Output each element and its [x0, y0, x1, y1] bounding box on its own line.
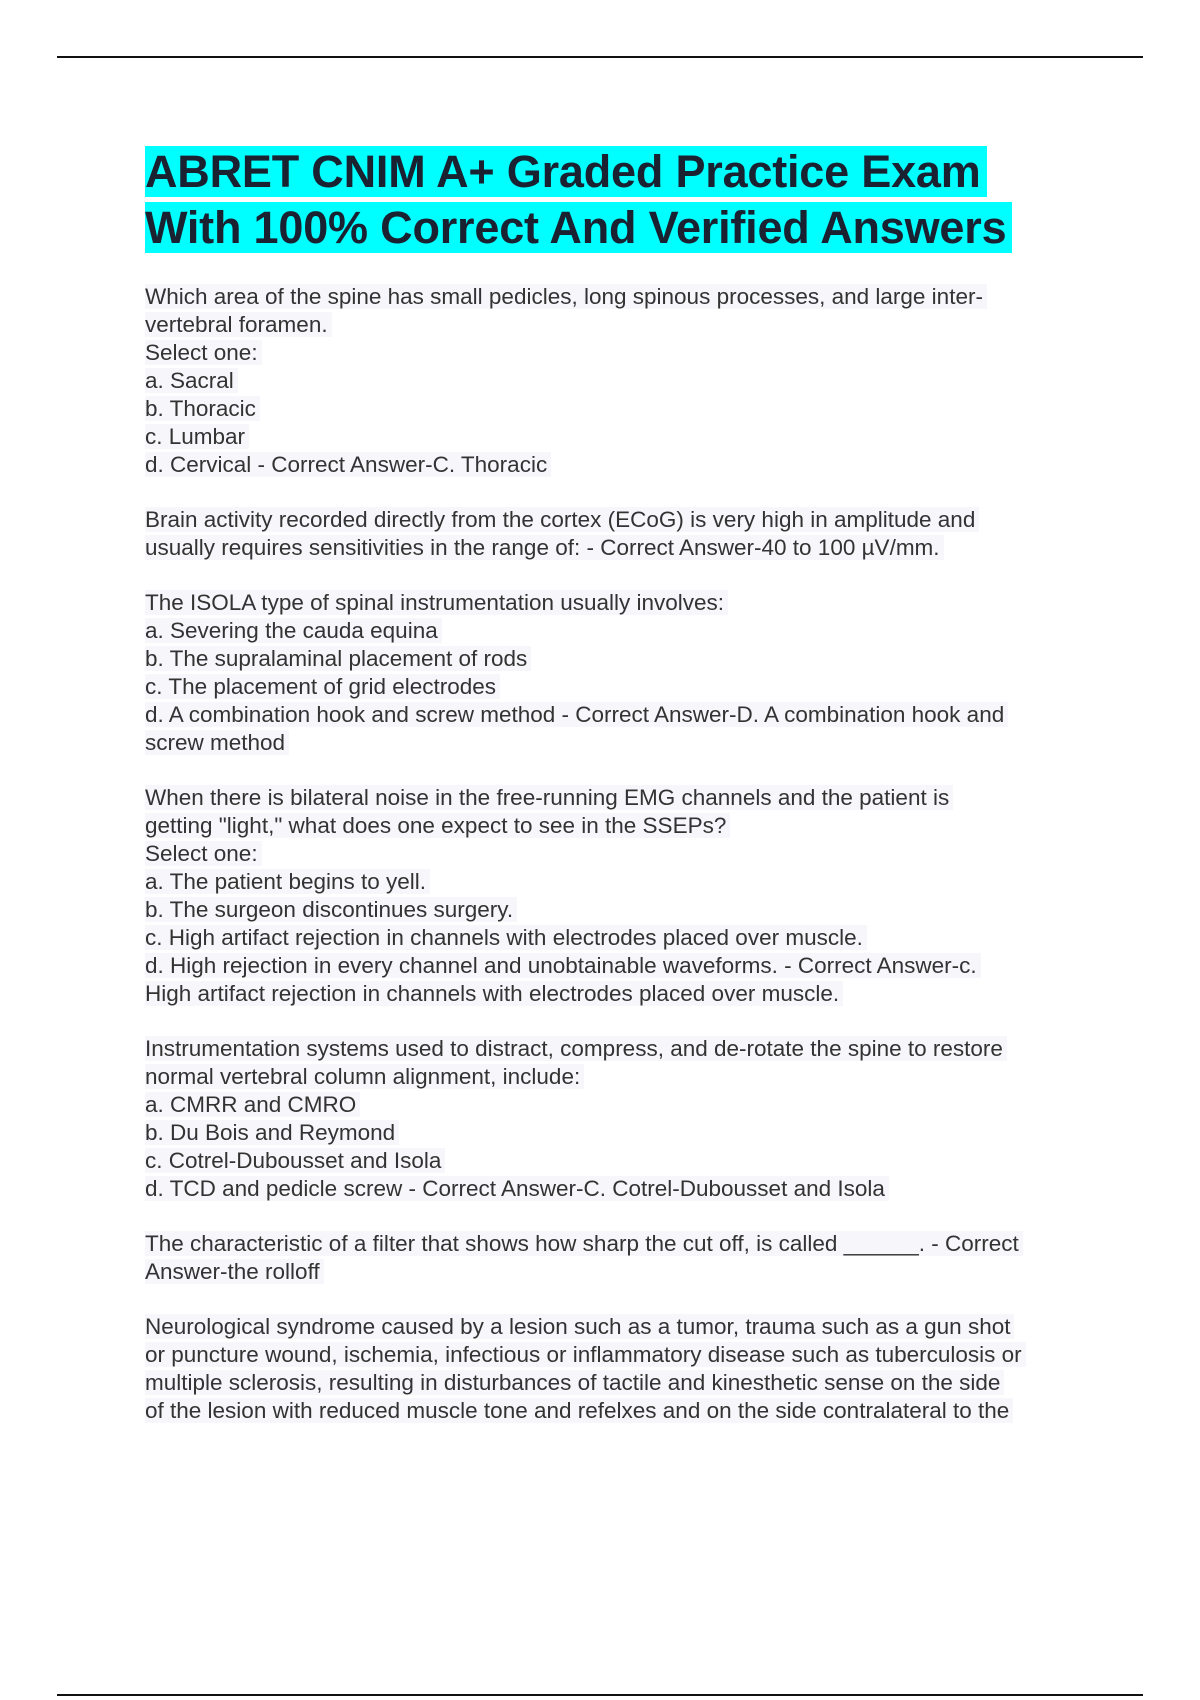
question-text-line: The ISOLA type of spinal instrumentation usually involves: — [145, 589, 1090, 617]
question-text-line: usually requires sensitivities in the range of: - Correct Answer-40 to 100 µV/mm. — [145, 534, 1090, 562]
answer-option: d. A combination hook and screw method - Correct Answer-D. A combination hook and — [145, 701, 1090, 729]
answer-option: a. The patient begins to yell. — [145, 868, 1090, 896]
question-text-line: Instrumentation systems used to distract, compress, and de-rotate the spine to restore — [145, 1035, 1090, 1063]
answer-option: High artifact rejection in channels with electrodes placed over muscle. — [145, 980, 1090, 1008]
answer-option: a. Sacral — [145, 367, 1090, 395]
page-top-rule — [57, 56, 1143, 58]
answer-option: c. Cotrel-Dubousset and Isola — [145, 1147, 1090, 1175]
question-text-line: getting "light," what does one expect to see in the SSEPs? — [145, 812, 1090, 840]
question-text-line: Neurological syndrome caused by a lesion such as a tumor, trauma such as a gun shot — [145, 1313, 1090, 1341]
answer-option: d. High rejection in every channel and unobtainable waveforms. - Correct Answer-c. — [145, 952, 1090, 980]
answer-option: b. The surgeon discontinues surgery. — [145, 896, 1090, 924]
answer-option: b. Thoracic — [145, 395, 1090, 423]
question-block — [145, 1035, 1090, 1203]
question-text-line: normal vertebral column alignment, include: — [145, 1063, 1090, 1091]
title-line: With 100% Correct And Verified Answers — [145, 200, 1090, 256]
question-text-line: of the lesion with reduced muscle tone and refelxes and on the side contralateral to the — [145, 1397, 1090, 1425]
answer-option: d. TCD and pedicle screw - Correct Answer-C. Cotrel-Dubousset and Isola — [145, 1175, 1090, 1203]
question-block — [145, 283, 1090, 479]
question-text-line: Which area of the spine has small pedicles, long spinous processes, and large inter- — [145, 283, 1090, 311]
answer-option: d. Cervical - Correct Answer-C. Thoracic — [145, 451, 1090, 479]
question-block — [145, 506, 1090, 562]
answer-option: screw method — [145, 729, 1090, 757]
question-block — [145, 784, 1090, 1008]
answer-option: c. High artifact rejection in channels with electrodes placed over muscle. — [145, 924, 1090, 952]
document-body — [145, 283, 1090, 1452]
answer-option: a. Severing the cauda equina — [145, 617, 1090, 645]
question-text-line: vertebral foramen. — [145, 311, 1090, 339]
select-prompt: Select one: — [145, 840, 1090, 868]
question-text-line: The characteristic of a filter that shows how sharp the cut off, is called ______. - Correct — [145, 1230, 1090, 1258]
question-text-line: When there is bilateral noise in the free-running EMG channels and the patient is — [145, 784, 1090, 812]
answer-option: b. Du Bois and Reymond — [145, 1119, 1090, 1147]
question-block — [145, 589, 1090, 757]
question-text-line: Brain activity recorded directly from the cortex (ECoG) is very high in amplitude and — [145, 506, 1090, 534]
document-title — [145, 144, 1090, 256]
answer-option: c. The placement of grid electrodes — [145, 673, 1090, 701]
question-text-line: Answer-the rolloff — [145, 1258, 1090, 1286]
title-line: ABRET CNIM A+ Graded Practice Exam — [145, 144, 1090, 200]
question-text-line: or puncture wound, ischemia, infectious or inflammatory disease such as tuberculosis or — [145, 1341, 1090, 1369]
select-prompt: Select one: — [145, 339, 1090, 367]
question-block — [145, 1230, 1090, 1286]
answer-option: b. The supralaminal placement of rods — [145, 645, 1090, 673]
question-text-line: multiple sclerosis, resulting in disturbances of tactile and kinesthetic sense on the side — [145, 1369, 1090, 1397]
answer-option: a. CMRR and CMRO — [145, 1091, 1090, 1119]
page-bottom-rule — [57, 1694, 1143, 1696]
answer-option: c. Lumbar — [145, 423, 1090, 451]
question-block — [145, 1313, 1090, 1425]
